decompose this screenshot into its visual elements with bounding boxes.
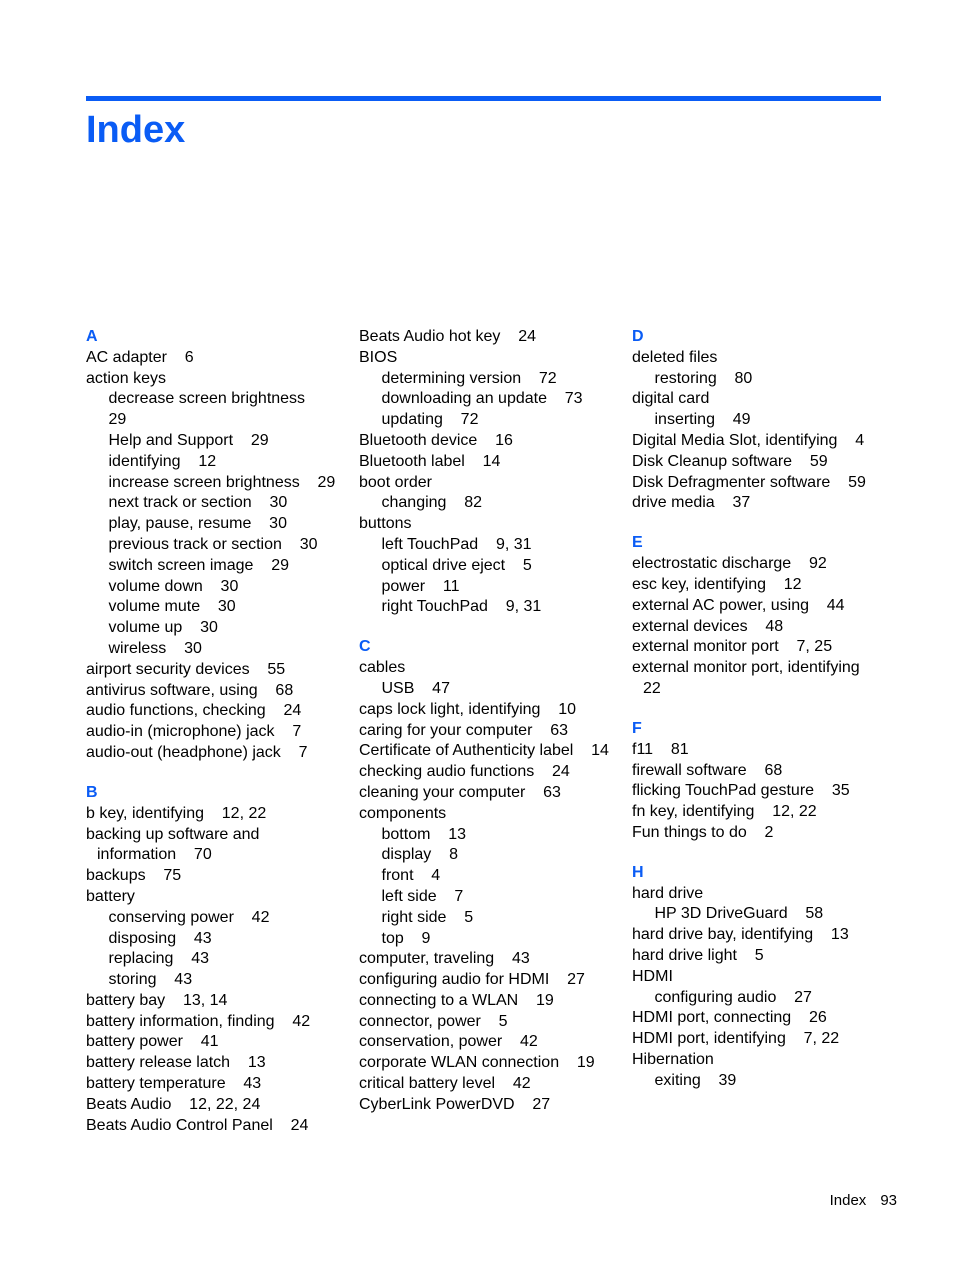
index-subentry: determining version 72 [381, 369, 557, 387]
index-entry: airport security devices 55 [86, 660, 286, 678]
index-entry: external AC power, using 44 [632, 596, 845, 614]
index-entry: conservation, power 42 [359, 1033, 538, 1051]
index-subentry: Help and Support 29 [108, 431, 269, 449]
index-entry: electrostatic discharge 92 [632, 555, 827, 573]
index-entry: f11 81 [632, 740, 689, 758]
index-subentry: identifying 12 [108, 452, 217, 470]
index-entry: cleaning your computer 63 [359, 783, 561, 801]
index-entry: audio-in (microphone) jack 7 [86, 723, 302, 741]
index-subentry-continuation: 29 [108, 411, 127, 429]
index-subentry: replacing 43 [108, 950, 210, 968]
index-entry: battery [86, 887, 135, 905]
index-subentry: disposing 43 [108, 929, 212, 947]
index-entry: external monitor port 7, 25 [632, 638, 833, 656]
index-subentry: increase screen brightness 29 [108, 473, 336, 491]
index-entry: backing up software and [86, 825, 260, 843]
index-entry: esc key, identifying 12 [632, 575, 802, 593]
index-entry: hard drive [632, 884, 704, 902]
index-subentry: exiting 39 [654, 1071, 737, 1089]
index-entry: Disk Cleanup software 59 [632, 452, 828, 470]
index-entry: flicking TouchPad gesture 35 [632, 782, 850, 800]
index-entry: backups 75 [86, 867, 182, 885]
index-subentry: downloading an update 73 [381, 390, 583, 408]
index-entry: HDMI [632, 967, 673, 985]
index-entry: Digital Media Slot, identifying 4 [632, 431, 865, 449]
index-subentry: inserting 49 [654, 411, 751, 429]
index-entry: battery bay 13, 14 [86, 991, 228, 1009]
index-letter-heading: F [632, 719, 642, 737]
index-entry: drive media 37 [632, 494, 751, 512]
index-entry: battery information, finding 42 [86, 1012, 311, 1030]
index-entry: Hibernation [632, 1051, 714, 1069]
index-column-2 [359, 327, 621, 1116]
index-letter-heading: E [632, 534, 643, 552]
index-entry: deleted files [632, 348, 718, 366]
index-entry: caps lock light, identifying 10 [359, 700, 577, 718]
index-entry: critical battery level 42 [359, 1075, 531, 1093]
index-entry: hard drive bay, identifying 13 [632, 926, 849, 944]
page-number: 93 [880, 1192, 897, 1209]
index-subentry: bottom 13 [381, 825, 466, 843]
index-subentry: left TouchPad 9, 31 [381, 535, 532, 553]
title-rule [86, 96, 881, 101]
index-entry: HDMI port, connecting 26 [632, 1009, 827, 1027]
index-entry: Beats Audio hot key 24 [359, 328, 537, 345]
index-entry: b key, identifying 12, 22 [86, 804, 267, 822]
index-subentry: storing 43 [108, 971, 193, 989]
page-footer [830, 1191, 897, 1211]
index-subentry: left side 7 [381, 887, 464, 905]
index-subentry: optical drive eject 5 [381, 556, 532, 574]
index-entry: firewall software 68 [632, 761, 783, 779]
index-letter-heading: C [359, 638, 371, 656]
index-entry: digital card [632, 390, 710, 408]
index-entry: fn key, identifying 12, 22 [632, 803, 817, 821]
index-entry: Fun things to do 2 [632, 823, 774, 841]
index-subentry: volume down 30 [108, 577, 239, 595]
index-entry: Beats Audio Control Panel 24 [86, 1116, 309, 1134]
index-entry: battery release latch 13 [86, 1054, 266, 1072]
index-column-1 [86, 327, 348, 1136]
index-entry: configuring audio for HDMI 27 [359, 971, 585, 989]
index-letter-heading: A [86, 328, 98, 345]
index-entry: audio functions, checking 24 [86, 702, 302, 720]
index-entry: action keys [86, 369, 167, 387]
index-subentry: power 11 [381, 577, 460, 595]
index-subentry: right TouchPad 9, 31 [381, 598, 542, 616]
index-entry: cables [359, 659, 406, 677]
section-gap [86, 764, 348, 783]
index-entry: checking audio functions 24 [359, 763, 570, 781]
index-subentry: volume up 30 [108, 619, 218, 637]
index-entry: buttons [359, 515, 412, 533]
index-entry-continuation: information 70 [97, 846, 212, 864]
index-subentry: play, pause, resume 30 [108, 515, 287, 533]
index-entry: antivirus software, using 68 [86, 681, 294, 699]
index-entry: Certificate of Authenticity label 14 [359, 742, 609, 760]
index-entry: Bluetooth device 16 [359, 431, 513, 449]
index-subentry: HP 3D DriveGuard 58 [654, 905, 824, 923]
index-column-3 [632, 327, 902, 1092]
index-entry: components [359, 804, 447, 822]
index-subentry: front 4 [381, 867, 441, 885]
index-entry-continuation: 22 [643, 679, 661, 697]
index-subentry: changing 82 [381, 494, 483, 512]
index-entry: Bluetooth label 14 [359, 452, 501, 470]
index-letter-heading: H [632, 863, 644, 881]
index-entry: HDMI port, identifying 7, 22 [632, 1030, 840, 1048]
index-subentry: wireless 30 [108, 639, 202, 657]
index-entry: hard drive light 5 [632, 947, 764, 965]
index-entry: battery temperature 43 [86, 1075, 262, 1093]
index-subentry: USB 47 [381, 679, 450, 697]
index-entry: external monitor port, identifying [632, 659, 860, 677]
index-entry: caring for your computer 63 [359, 721, 568, 739]
index-entry: audio-out (headphone) jack 7 [86, 743, 308, 761]
index-entry: BIOS [359, 348, 398, 366]
index-subentry: volume mute 30 [108, 598, 236, 616]
index-entry: connecting to a WLAN 19 [359, 991, 554, 1009]
index-subentry: previous track or section 30 [108, 535, 318, 553]
index-entry: external devices 48 [632, 617, 784, 635]
footer-label: Index [829, 1192, 867, 1209]
index-subentry: updating 72 [381, 411, 479, 429]
section-gap [632, 514, 902, 533]
index-entry: Beats Audio 12, 22, 24 [86, 1095, 261, 1113]
index-entry: CyberLink PowerDVD 27 [359, 1095, 551, 1113]
index-subentry: display 8 [381, 846, 458, 864]
index-letter-heading: D [632, 328, 644, 345]
index-letter-heading: B [86, 783, 98, 801]
index-entry: battery power 41 [86, 1033, 219, 1051]
section-gap [359, 618, 621, 637]
index-entry: connector, power 5 [359, 1012, 508, 1030]
index-subentry: configuring audio 27 [654, 988, 812, 1006]
index-entry: boot order [359, 473, 432, 491]
page-title: Index [86, 109, 186, 151]
index-subentry: decrease screen brightness [108, 390, 306, 408]
index-subentry: restoring 80 [654, 369, 753, 387]
index-entry: Disk Defragmenter software 59 [632, 473, 866, 491]
index-subentry: next track or section 30 [108, 494, 288, 512]
section-gap [632, 844, 902, 863]
index-entry: computer, traveling 43 [359, 950, 530, 968]
index-subentry: switch screen image 29 [108, 556, 290, 574]
index-subentry: top 9 [381, 929, 431, 947]
index-subentry: right side 5 [381, 908, 474, 926]
index-subentry: conserving power 42 [108, 908, 270, 926]
index-entry: AC adapter 6 [86, 348, 194, 366]
index-entry: corporate WLAN connection 19 [359, 1054, 595, 1072]
section-gap [632, 700, 902, 719]
